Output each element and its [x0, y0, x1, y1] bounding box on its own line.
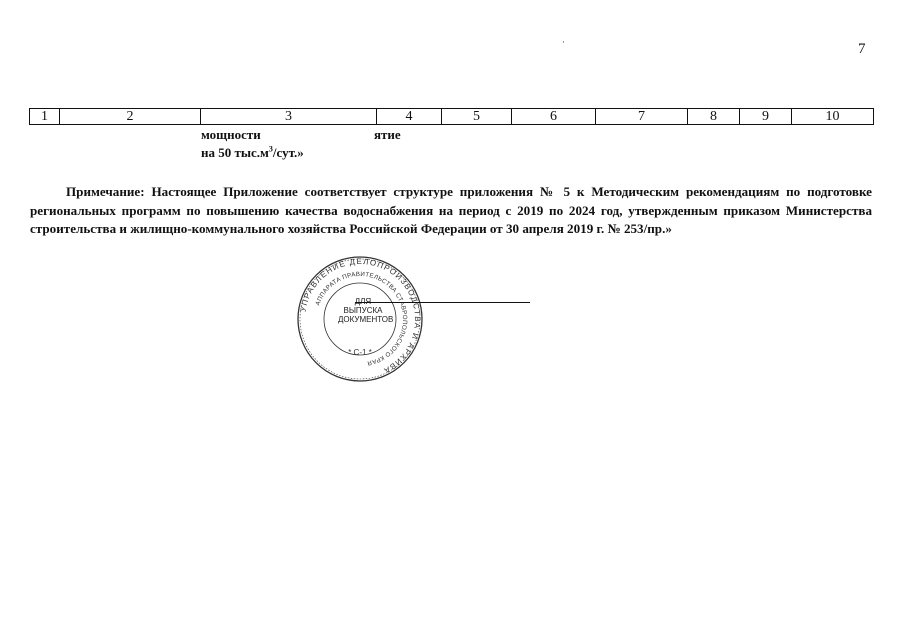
stamp-outer-ring-text: УПРАВЛЕНИЕ ДЕЛОПРОИЗВОДСТВА И АРХИВА	[298, 256, 423, 376]
table-cell-col3-line2-suffix: /сут.»	[272, 145, 304, 160]
column-number-cell: 4	[377, 109, 442, 125]
superscript-cubed: 3	[268, 144, 273, 154]
page-number: 7	[858, 41, 866, 57]
stamp-code-text: * С-1 *	[348, 348, 372, 357]
stamp-center-line2: ВЫПУСКА	[343, 306, 383, 315]
column-number-table	[29, 108, 874, 125]
column-number-cell: 6	[512, 109, 596, 125]
scan-speck	[563, 41, 564, 43]
column-number-cell: 2	[60, 109, 201, 125]
column-number-cell: 7	[596, 109, 688, 125]
signature-line	[355, 302, 530, 303]
column-number-cell: 8	[688, 109, 740, 125]
table-cell-col3-line2	[201, 145, 304, 160]
column-number-cell: 5	[442, 109, 512, 125]
stamp-inner-ring-text: АППАРАТА ПРАВИТЕЛЬСТВА СТАВРОПОЛЬСКОГО КРАЯ	[314, 270, 409, 367]
note-paragraph: Примечание: Настоящее Приложение соответствует структуре приложения № 5 к Методическим рекомендациям по подготовке региональных программ по повышению качества водоснабжения на период с 2019 по 2024 год, утвержденным приказом Министерства строительства и жилищно-коммунального хозяйства Российской Федерации от 30 апреля 2019 г. № 253/пр.»	[30, 184, 872, 237]
column-number-cell: 9	[740, 109, 792, 125]
stamp-center-line1: ДЛЯ	[354, 297, 372, 306]
column-number-cell: 10	[792, 109, 874, 125]
table-header-row	[30, 109, 874, 125]
column-number-cell: 3	[201, 109, 377, 125]
table-cell-col3-line1: мощности	[201, 127, 261, 142]
table-cell-col4: ятие	[374, 127, 401, 142]
table-cell-col3-line2-prefix: на 50 тыс.м	[201, 145, 269, 160]
stamp-center-line3: ДОКУМЕНТОВ	[338, 315, 394, 324]
column-number-cell: 1	[30, 109, 60, 125]
